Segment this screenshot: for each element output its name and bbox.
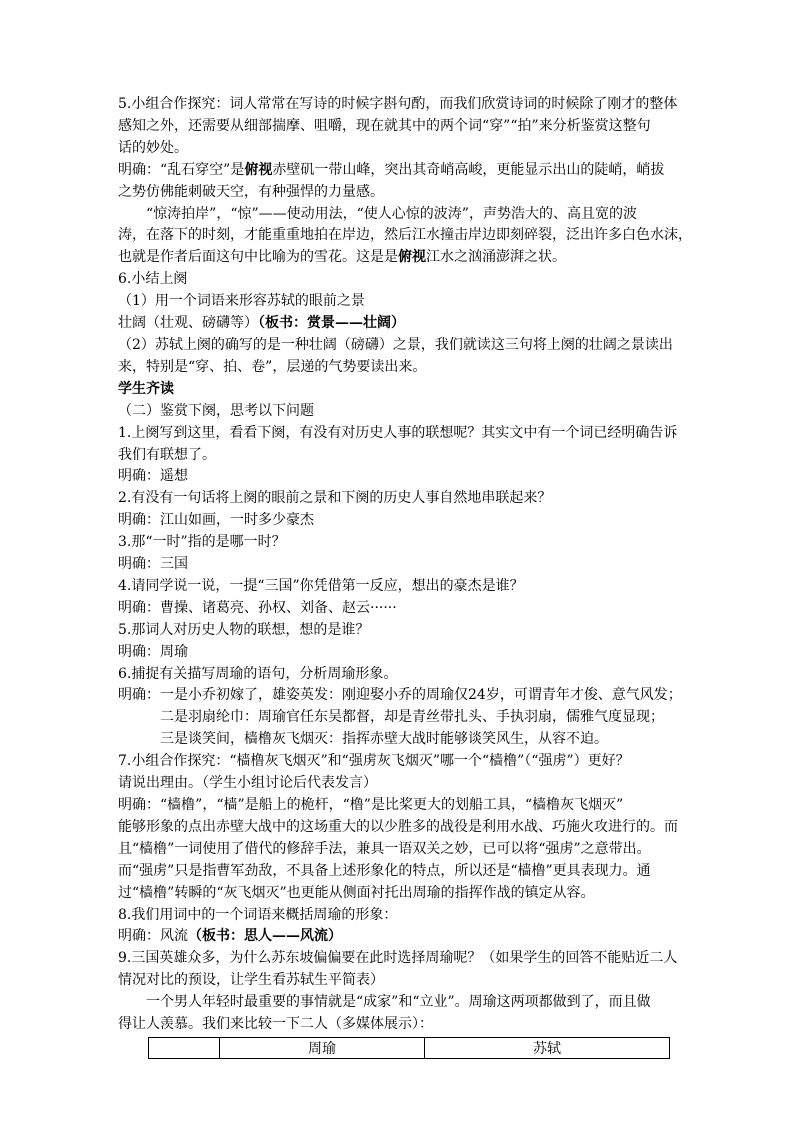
text-line: 情况对比的预设，让学生看苏轼生平简表） — [118, 972, 384, 989]
table-header-cell: 苏轼 — [425, 1037, 670, 1058]
text-line: 明确：曹操、诸葛亮、孙权、刘备、赵云······ — [118, 599, 397, 616]
text-line: 7.小组合作探究：“樯橹灰飞烟灭”和“强虏灰飞烟灭”哪一个“樯橹”（“强虏”）更好？ — [118, 753, 630, 770]
text-line: 而“强虏”只是指曹军劲敌，不具备上述形象化的特点，所以还是“樯橹”更具表现力。通 — [118, 862, 651, 879]
table-header-cell: 周瑜 — [220, 1037, 425, 1058]
text-line: 明确：江山如画，一时多少豪杰 — [118, 512, 314, 529]
text-line: 明确：周瑜 — [118, 643, 188, 660]
line-suffix: 赤壁矶一带山峰，突出其奇峭高峻，更能显示出山的陡峭，峭拔 — [272, 161, 665, 178]
text-line: 三是谈笑间，樯橹灰飞烟灭：指挥赤壁大战时能够谈笑风生，从容不迫。 — [160, 731, 608, 748]
board-note: （板书：思人——风流） — [188, 928, 342, 945]
text-line: 5.小组合作探究：词人常常在写诗的时候字斟句酌，而我们欣赏诗词的时候除了刚才的整体 — [118, 96, 678, 112]
text-line: 3.那“一时”指的是哪一时？ — [118, 534, 286, 551]
bold-text: 俯视 — [398, 249, 426, 266]
text-line: 9.三国英雄众多，为什么苏东坡偏偏要在此时选择周瑜呢？（如果学生的回答不能贴近二人 — [118, 950, 678, 967]
text-line: 8.我们用词中的一个词语来概括周瑜的形象： — [118, 906, 398, 923]
line-prefix: 壮阔（壮观、磅礴等） — [118, 315, 258, 332]
text-line: （1）用一个词语来形容苏轼的眼前之景 — [118, 293, 365, 310]
line-prefix: 明确：风流 — [118, 928, 188, 945]
text-line: 二是羽扇纶巾：周瑜官任东吴都督，却是青丝带扎头、手执羽扇，儒雅气度显现； — [160, 709, 664, 726]
text-line: 4.请同学说一说，一提“三国”你凭借第一反应，想出的豪杰是谁？ — [118, 577, 524, 594]
text-line: 涛，在落下的时刻，才能重重地拍在岸边，然后江水撞击岸边即刻碎裂，泛出许多白色水沫， — [118, 227, 692, 244]
text-line: 能够形象的点出赤壁大战中的这场重大的以少胜多的战役是利用水战、巧施火攻进行的。而 — [118, 818, 678, 835]
text-line: 过“樯橹”转瞬的“灰飞烟灭”也更能从侧面衬托出周瑜的指挥作战的镇定从容。 — [118, 884, 595, 901]
text-line: 明确：“樯橹”，“樯”是船上的桅杆，“橹”是比桨更大的划船工具，“樯橹灰飞烟灭” — [118, 797, 624, 813]
text-line: 1.上阕写到这里，看看下阕，有没有对历史人事的联想呢？其实文中有一个词已经明确告诉 — [118, 424, 678, 441]
text-line: 得让人羡慕。我们来比较一下二人（多媒体展示）： — [118, 1016, 433, 1033]
text-line — [118, 160, 678, 182]
text-line — [118, 247, 678, 269]
line-prefix: 明确：“乱石穿空”是 — [118, 161, 245, 178]
text-line: 且“樯橹”一词使用了借代的修辞手法，兼具一语双关之妙，已可以将“强虏”之意带出。 — [118, 840, 651, 857]
section-heading: （二）鉴赏下阕，思考以下问题 — [118, 402, 314, 419]
table-header-row — [149, 1037, 670, 1058]
text-line: 来，特别是“穿、拍、卷”，层递的气势要读出来。 — [118, 358, 427, 375]
text-line: 感知之外，还需要从细部揣摩、咀嚼，现在就其中的两个词“穿”“拍”来分析鉴赏这整句 — [118, 117, 651, 134]
board-note: （板书：赏景——壮阔） — [258, 315, 405, 332]
bold-heading: 学生齐读 — [118, 380, 174, 397]
text-line: 明确：三国 — [118, 556, 188, 573]
text-line: （2）苏轼上阕的确写的是一种壮阔（磅礴）之景，我们就读这三句将上阕的壮阔之景读出 — [118, 336, 673, 353]
text-line: 请说出理由。（学生小组讨论后代表发言） — [118, 775, 377, 792]
document-page — [118, 94, 692, 1059]
bold-text: 俯视 — [244, 161, 273, 178]
text-line: 6.捕捉有关描写周瑜的语句，分析周瑜形象。 — [118, 665, 398, 682]
line-prefix: 也就是作者后面这句中比喻为的雪花。这是是 — [118, 249, 398, 266]
text-line: 一个男人年轻时最重要的事情就是“成家”和“立业”。周瑜这两项都做到了，而且做 — [146, 994, 651, 1011]
comparison-table — [148, 1037, 670, 1059]
line-suffix: 江水之汹涌澎湃之状。 — [426, 249, 566, 266]
text-line: 2.有没有一句话将上阕的眼前之景和下阕的历史人事自然地串联起来？ — [118, 490, 552, 507]
text-line — [118, 926, 678, 948]
text-line — [118, 379, 678, 401]
text-line: 我们有联想了。 — [118, 446, 216, 463]
text-line: 话的妙处。 — [118, 139, 188, 156]
text-line: 明确：遥想 — [118, 468, 188, 485]
section-heading: 6.小结上阕 — [118, 271, 188, 288]
text-line — [118, 313, 678, 335]
text-line: 5.那词人对历史人物的联想，想的是谁？ — [118, 621, 370, 638]
table-header-cell — [149, 1037, 220, 1058]
text-line: 之势仿佛能刺破天空，有种强悍的力量感。 — [118, 183, 384, 200]
text-line: “惊涛拍岸”，“惊”——使动用法，“使人心惊的波涛”，声势浩大的、高且宽的波 — [146, 205, 637, 222]
text-line: 明确：一是小乔初嫁了，雄姿英发：刚迎娶小乔的周瑜仅24岁，可谓青年才俊、意气风发； — [118, 687, 682, 704]
